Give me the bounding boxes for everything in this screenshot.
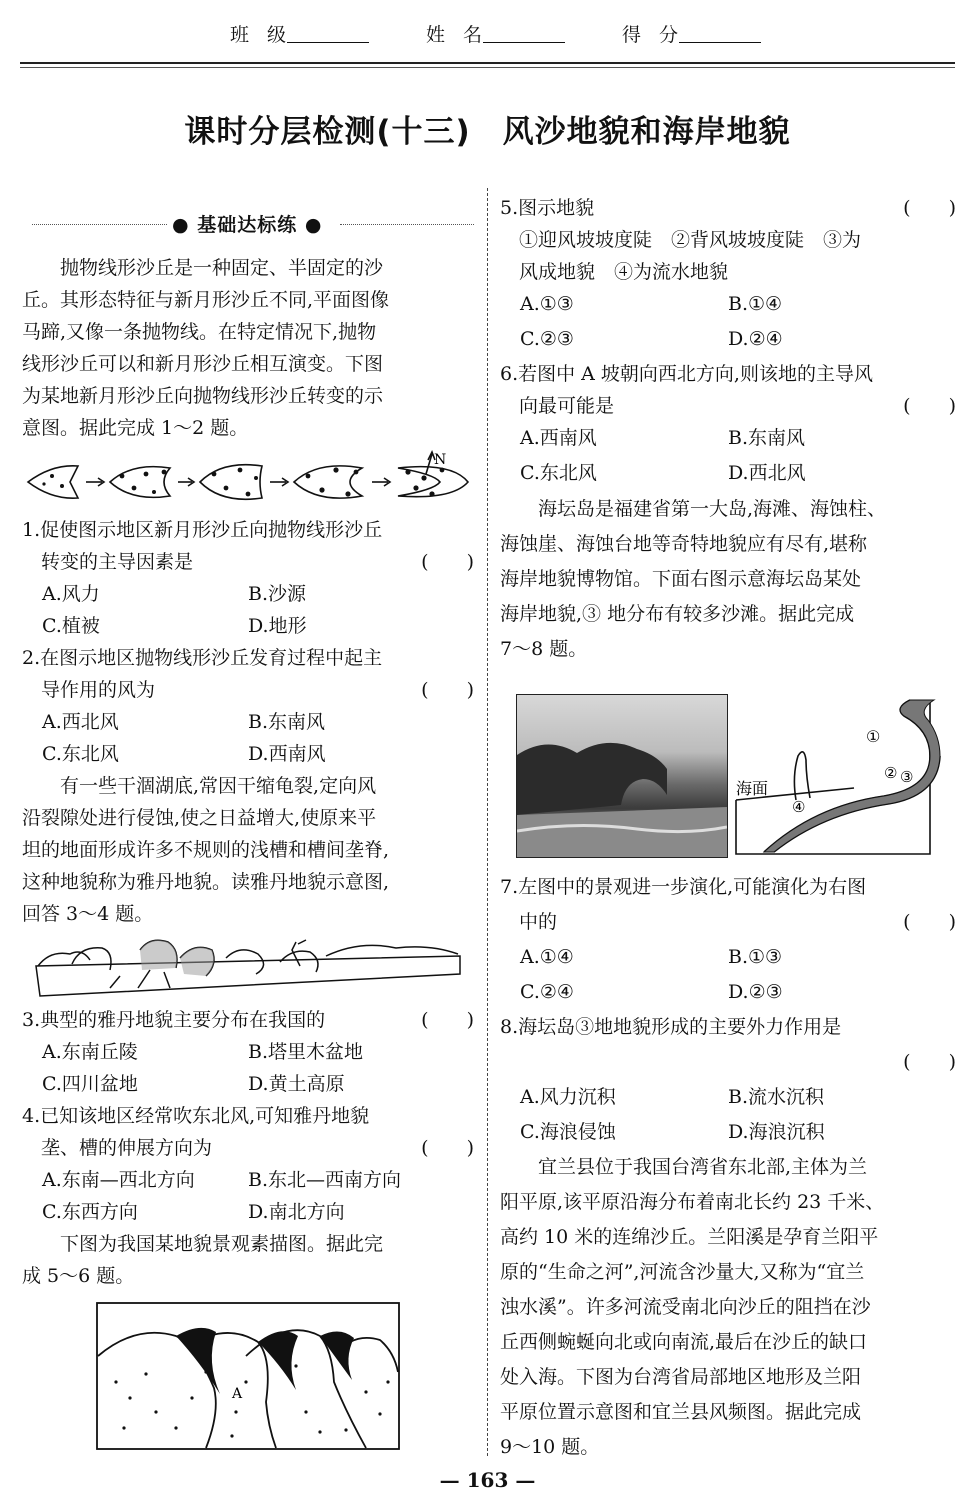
option-d[interactable]: D.海浪沉积 xyxy=(728,1121,825,1143)
option-b[interactable]: B.①③ xyxy=(728,946,783,968)
option-b[interactable]: B.流水沉积 xyxy=(728,1086,825,1108)
option-a[interactable]: A.①③ xyxy=(520,293,574,315)
question-stem: 7.左图中的景观进一步演化,可能演化为右图 xyxy=(500,876,867,898)
text-line: 7～8 题。 xyxy=(500,638,588,660)
text-line: 下图为我国某地貌景观素描图。据此完 xyxy=(22,1233,384,1255)
statement-line: ①迎风坡坡度陡 ②背风坡坡度陡 ③为 xyxy=(500,229,862,251)
yardang-figure xyxy=(30,930,470,1002)
section-label: ● 基础达标练 ● xyxy=(172,214,323,236)
answer-blank[interactable]: ( ) xyxy=(903,395,956,417)
score-blank[interactable] xyxy=(679,42,761,43)
question-stem: 垄、槽的伸展方向为 xyxy=(22,1137,213,1159)
text-line: 丘。其形态特征与新月形沙丘不同,平面图像 xyxy=(22,289,390,311)
option-d[interactable]: D.地形 xyxy=(248,615,307,637)
question-5 xyxy=(500,192,956,358)
sea-arch-icon xyxy=(517,695,727,857)
right-column xyxy=(500,192,956,667)
option-d[interactable]: D.南北方向 xyxy=(248,1201,345,1223)
sea-label: 海面 xyxy=(736,779,769,798)
text-line: 丘西侧蜿蜒向北或向南流,最后在沙丘的缺口 xyxy=(500,1331,868,1353)
north-label: N xyxy=(434,452,447,468)
answer-blank[interactable]: ( ) xyxy=(421,1009,474,1031)
answer-blank[interactable]: ( ) xyxy=(421,551,474,573)
intro-parabolic-dune xyxy=(22,252,474,444)
option-a[interactable]: A.①④ xyxy=(520,946,574,968)
page-title: 课时分层检测(十三) 风沙地貌和海岸地貌 xyxy=(184,114,791,150)
option-a[interactable]: A.东南—西北方向 xyxy=(42,1169,195,1191)
answer-blank[interactable]: ( ) xyxy=(903,197,956,219)
question-stem: 8.海坛岛③地地貌形成的主要外力作用是 xyxy=(500,1016,842,1038)
section-dots-left xyxy=(32,224,167,225)
column-divider xyxy=(487,188,488,1456)
section-dots-right xyxy=(340,224,474,225)
dune-sketch-figure xyxy=(96,1302,400,1450)
option-d[interactable]: D.②③ xyxy=(728,981,783,1003)
dune-transition-figure xyxy=(22,448,474,508)
question-stem: 导作用的风为 xyxy=(22,679,156,701)
section-text: 基础达标练 xyxy=(197,214,298,236)
text-line: 阳平原,该平原沿海分布着南北长约 23 千米、 xyxy=(500,1191,885,1213)
page-number: — 163 — xyxy=(439,1468,536,1492)
answer-blank[interactable]: ( ) xyxy=(903,911,956,933)
left-column-questions xyxy=(22,514,474,930)
section-heading xyxy=(22,210,474,238)
option-c[interactable]: C.东北风 xyxy=(520,462,597,484)
option-a[interactable]: A.风力 xyxy=(42,583,100,605)
text-line: 成 5～6 题。 xyxy=(22,1265,135,1287)
text-line: 抛物线形沙丘是一种固定、半固定的沙 xyxy=(22,257,384,279)
text-line: 沿裂隙处进行侵蚀,使之日益增大,使原来平 xyxy=(22,807,377,829)
text-line: 马蹄,又像一条抛物线。在特定情况下,抛物 xyxy=(22,321,377,343)
intro-yardang xyxy=(22,770,474,930)
marker-3: ③ xyxy=(900,768,914,786)
text-line: 线形沙丘可以和新月形沙丘相互演变。下图 xyxy=(22,353,384,375)
question-stem: 转变的主导因素是 xyxy=(22,551,194,573)
text-line: 海岸地貌,③ 地分布有较多沙滩。据此完成 xyxy=(500,603,855,625)
option-c[interactable]: C.东西方向 xyxy=(42,1201,138,1223)
option-d[interactable]: D.西北风 xyxy=(728,462,806,484)
statement-line: 风成地貌 ④为流水地貌 xyxy=(500,261,729,283)
question-stem: 中的 xyxy=(500,911,558,933)
question-6 xyxy=(500,358,956,492)
header-rule xyxy=(20,62,955,64)
option-a[interactable]: A.东南丘陵 xyxy=(42,1041,138,1063)
answer-blank[interactable]: ( ) xyxy=(903,1051,956,1073)
option-c[interactable]: C.②④ xyxy=(520,981,574,1003)
option-c[interactable]: C.②③ xyxy=(520,328,574,350)
intro-sketch xyxy=(22,1228,474,1292)
option-c[interactable]: C.植被 xyxy=(42,615,100,637)
left-column-questions-2 xyxy=(22,1004,474,1292)
option-b[interactable]: B.东南风 xyxy=(728,427,806,449)
question-stem: 6.若图中 A 坡朝向西北方向,则该地的主导风 xyxy=(500,363,873,385)
text-line: 坦的地面形成许多不规则的浅槽和槽间垄脊, xyxy=(22,839,390,861)
text-line: 意图。据此完成 1～2 题。 xyxy=(22,417,249,439)
option-b[interactable]: B.东北—西南方向 xyxy=(248,1169,402,1191)
text-line: 回答 3～4 题。 xyxy=(22,903,154,925)
option-a[interactable]: A.西北风 xyxy=(42,711,119,733)
option-d[interactable]: D.②④ xyxy=(728,328,783,350)
question-stem: 2.在图示地区抛物线形沙丘发育过程中起主 xyxy=(22,647,383,669)
name-blank[interactable] xyxy=(483,42,565,43)
text-line: 海岸地貌博物馆。下面右图示意海坛岛某处 xyxy=(500,568,862,590)
option-b[interactable]: B.东南风 xyxy=(248,711,326,733)
dune-stage-3-shape xyxy=(200,465,262,500)
option-d[interactable]: D.西南风 xyxy=(248,743,326,765)
marker-4: ④ xyxy=(792,798,806,816)
text-line: 宜兰县位于我国台湾省东北部,主体为兰 xyxy=(500,1156,868,1178)
question-8 xyxy=(500,1010,956,1150)
text-line: 有一些干涸湖底,常因干缩龟裂,定向风 xyxy=(22,775,377,797)
option-a[interactable]: A.风力沉积 xyxy=(520,1086,616,1108)
question-4 xyxy=(22,1100,474,1228)
option-c[interactable]: C.四川盆地 xyxy=(42,1073,138,1095)
text-line: 浊水溪”。许多河流受南北向沙丘的阻挡在沙 xyxy=(500,1296,871,1318)
option-c[interactable]: C.海浪侵蚀 xyxy=(520,1121,616,1143)
answer-blank[interactable]: ( ) xyxy=(421,1137,474,1159)
coastal-landform-diagram xyxy=(734,696,942,858)
marker-1: ① xyxy=(866,727,881,746)
question-1 xyxy=(22,514,474,642)
score-label: 得 分 xyxy=(622,24,685,46)
text-line: 海蚀崖、海蚀台地等奇特地貌应有尽有,堪称 xyxy=(500,533,868,555)
answer-blank[interactable]: ( ) xyxy=(421,679,474,701)
left-column xyxy=(22,252,474,444)
text-line: 为某地新月形沙丘向抛物线形沙丘转变的示 xyxy=(22,385,384,407)
option-b[interactable]: B.沙源 xyxy=(248,583,307,605)
ground-block xyxy=(36,956,460,996)
question-7 xyxy=(500,870,956,1010)
text-line: 海坛岛是福建省第一大岛,海滩、海蚀柱、 xyxy=(500,498,887,520)
class-blank[interactable] xyxy=(287,42,369,43)
text-line: 平原位置示意图和宜兰县风频图。据此完成 xyxy=(500,1401,862,1423)
name-label: 姓 名 xyxy=(426,24,489,46)
text-line: 9～10 题。 xyxy=(500,1436,600,1458)
question-2 xyxy=(22,642,474,770)
right-column-2 xyxy=(500,870,956,1465)
text-line: 这种地貌称为雅丹地貌。读雅丹地貌示意图, xyxy=(22,871,390,893)
text-line: 原的“生命之河”,河流含沙量大,又称为“宜兰 xyxy=(500,1261,865,1283)
option-d[interactable]: D.黄土高原 xyxy=(248,1073,345,1095)
text-line: 处入海。下图为台湾省局部地区地形及兰阳 xyxy=(500,1366,862,1388)
marker-2: ② xyxy=(884,764,898,782)
intro-yilan xyxy=(500,1150,956,1465)
slope-a-label: A xyxy=(232,1386,243,1402)
crescent-dune-shape xyxy=(28,466,78,498)
dune-stage-4-shape xyxy=(294,466,362,498)
question-3 xyxy=(22,1004,474,1100)
dune-stage-2-shape xyxy=(110,467,170,498)
option-b[interactable]: B.塔里木盆地 xyxy=(248,1041,364,1063)
page-header xyxy=(0,14,975,54)
text-line: 高约 10 米的连绵沙丘。兰阳溪是孕育兰阳平 xyxy=(500,1226,879,1248)
question-stem: 1.促使图示地区新月形沙丘向抛物线形沙丘 xyxy=(22,519,383,541)
question-stem: 4.已知该地区经常吹东北风,可知雅丹地貌 xyxy=(22,1105,370,1127)
question-stem: 3.典型的雅丹地貌主要分布在我国的 xyxy=(22,1009,326,1031)
header-rule-thin xyxy=(20,67,955,68)
question-stem: 5.图示地貌 xyxy=(500,197,595,219)
option-b[interactable]: B.①④ xyxy=(728,293,783,315)
class-label: 班 级 xyxy=(230,24,293,46)
option-c[interactable]: C.东北风 xyxy=(42,743,119,765)
sea-arch-photo xyxy=(516,694,728,858)
intro-haitan-island xyxy=(500,492,956,667)
question-stem: 向最可能是 xyxy=(500,395,615,417)
option-a[interactable]: A.西南风 xyxy=(520,427,597,449)
